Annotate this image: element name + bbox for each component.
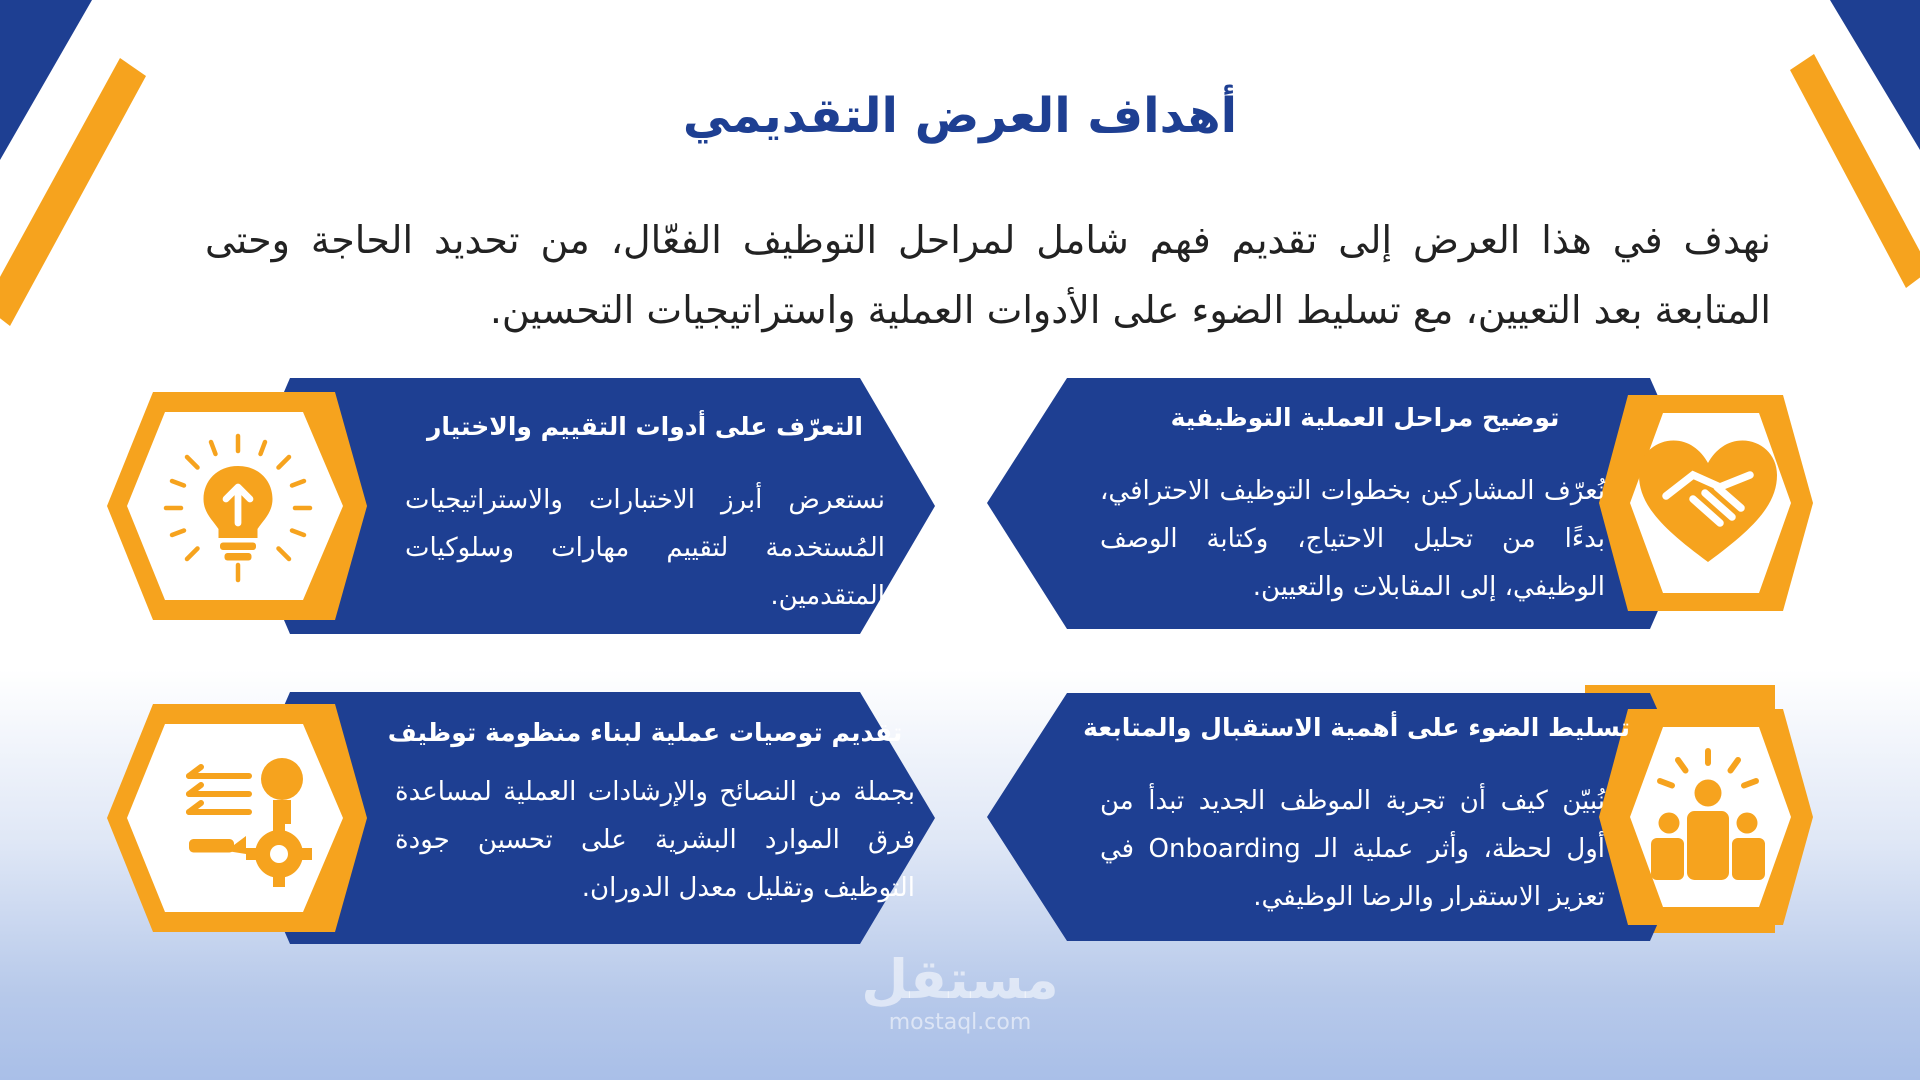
handshake-heart-icon [1633, 430, 1783, 580]
goal-card-stages [985, 375, 1835, 635]
card-title: توضيح مراحل العملية التوظيفية [1170, 403, 1560, 432]
card-title: تسليط الضوء على أهمية الاستقبال والمتابعة [1083, 713, 1630, 742]
goal-card-recommendations [105, 688, 955, 948]
page-title: أهداف العرض التقديمي [682, 88, 1238, 144]
card-body: بجملة من النصائح والإرشادات العملية لمساعدة فرق الموارد البشرية على تحسين جودة التوظيف وتقليل معدل الدوران. [395, 777, 915, 903]
card-body: نُعرّف المشاركين بخطوات التوظيف الاحترافي، بدءًا من تحليل الاحتياج، وكتابة الوصف الوظيفي، إلى المقابلات والتعيين. [1100, 476, 1605, 602]
goal-card-onboarding [985, 685, 1835, 945]
watermark [845, 950, 1075, 1036]
card-body: نستعرض أبرز الاختبارات والاستراتيجيات المُستخدمة لتقييم مهارات وسلوكيات المتقدمين. [405, 485, 885, 611]
goal-card-assessment [105, 378, 955, 638]
intro-paragraph: نهدف في هذا العرض إلى تقديم فهم شامل لمراحل التوظيف الفعّال، من تحديد الحاجة وحتى المتابعة بعد التعيين، مع تسليط الضوء على الأدوات العملية واستراتيجيات التحسين. [205, 218, 1771, 332]
lightbulb-icon [163, 433, 313, 583]
card-title: تقديم توصيات عملية لبناء منظومة توظيف [387, 718, 903, 747]
team-spotlight-icon [1633, 745, 1783, 895]
card-body: نُبيّن كيف أن تجربة الموظف الجديد تبدأ من أول لحظة، وأثر عملية الـ Onboarding في تعزيز الاستقرار والرضا الوظيفي. [1100, 786, 1605, 912]
settings-tools-icon [177, 746, 327, 896]
card-title: التعرّف على أدوات التقييم والاختيار [427, 412, 863, 441]
watermark-name: مستقل [861, 948, 1059, 1011]
watermark-url: mostaql.com [888, 1010, 1032, 1035]
